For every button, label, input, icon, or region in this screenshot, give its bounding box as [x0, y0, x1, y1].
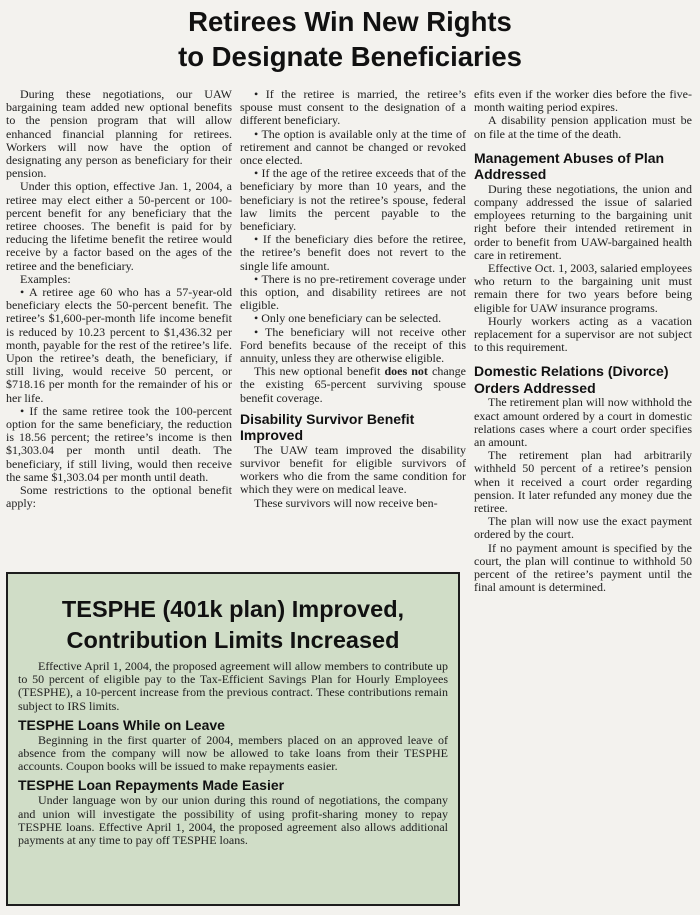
- article-headline: [0, 4, 700, 74]
- box-title-line-1: TESPHE (401k plan) Improved,: [61, 596, 405, 622]
- paragraph: [240, 365, 466, 405]
- article-column-3: [474, 88, 692, 595]
- article-column-2: [240, 88, 466, 510]
- headline-line-2: to Designate Beneficiaries: [178, 41, 522, 72]
- example-item: • A retiree age 60 who has a 57-year-old beneficiary elects the 50-percent benefit. The retiree’s $1,600-per-month life income benefit is reduced by 10.23 percent to $1,436.32 per month, payable for the rest of the retiree’s life. Upon the retiree’s death, the beneficiary, if still living, would receive 50 percent, or $718.16 per month for the remainder of his or her life.: [6, 285, 232, 405]
- restriction-item: • Only one beneficiary can be selected.: [254, 311, 442, 326]
- paragraph: Hourly workers acting as a vacation replacement for a supervisor are not subject to this requirement.: [474, 313, 692, 355]
- paragraph: Effective April 1, 2004, the proposed agreement will allow members to contribute up to 50 percent of eligible pay to the Tax-Efficient Savings Plan for Hourly Employees (TESPHE), a 10-percent increase from the previous contract. These contributions remain subject to IRS limits.: [18, 659, 448, 713]
- paragraph: efits even if the worker dies before the five-month waiting period expires.: [474, 87, 692, 115]
- paragraph: Under language won by our union during this round of negotiations, the company and union will investigate the possibility of using profit-sharing money to repay TESPHE loans. Effective April 1, 2004, the proposed agreement also allows additional payments at any time to pay off TESPHE loans.: [18, 793, 448, 848]
- text-run: change the existing 65-percent surviving spouse benefit coverage.: [240, 364, 466, 405]
- paragraph: Beginning in the first quarter of 2004, members placed on an approved leave of absence from the company will now be allowed to take loans from their TESPHE accounts. Coupon books will be issued to make repayments easier.: [18, 732, 448, 774]
- example-item: • If the same retiree took the 100-percent option for the same beneficiary, the reduction is 18.56 percent; the retiree’s income is then $1,303.04 per month until death. The beneficiary, if still living, would then receive the same $1,303.04 per month until death.: [6, 403, 232, 484]
- paragraph: Examples:: [20, 271, 71, 286]
- paragraph: Some restrictions to the optional benefit apply:: [6, 483, 232, 511]
- box-body: [18, 660, 448, 847]
- subheading-disability-survivor: Disability Survivor Benefit Improved: [240, 410, 415, 444]
- headline-line-1: Retirees Win New Rights: [188, 6, 512, 37]
- article-column-1: [6, 88, 232, 511]
- restriction-item: • If the age of the retiree exceeds that of the beneficiary by more than 10 years, and the beneficiary is not the retiree’s spouse, federal law limits the percent payable to the beneficiary.: [240, 166, 466, 234]
- subheading-tesphe-repayments: TESPHE Loan Repayments Made Easier: [18, 777, 285, 794]
- box-title-line-2: Contribution Limits Increased: [66, 627, 400, 653]
- paragraph: If no payment amount is specified by the court, the plan will continue to withhold 50 percent of the retiree’s payment until the final amount is determined.: [474, 540, 692, 595]
- text-run: This new optional benefit: [254, 364, 385, 379]
- emphasis-text: does not: [384, 364, 428, 379]
- restriction-item: • The beneficiary will not receive other Ford benefits because of the receipt of this annuity, unless they are otherwise eligible.: [240, 324, 466, 366]
- paragraph: The UAW team improved the disability survivor benefit for eligible survivors of workers who die from the same condition for which they were on medical leave.: [240, 442, 466, 497]
- restriction-item: • The option is available only at the time of retirement and cannot be changed or revoked once elected.: [240, 126, 466, 168]
- restriction-item: • There is no pre-retirement coverage under this option, and disability retirees are not eligible.: [240, 271, 466, 313]
- box-title: [8, 594, 458, 656]
- paragraph: The plan will now use the exact payment ordered by the court.: [474, 514, 692, 542]
- paragraph: The retirement plan had arbitrarily withheld 50 percent of a retiree’s pension when it received a court order regarding pension. It later refunded any money due the retiree.: [474, 448, 692, 516]
- paragraph: These survivors will now receive ben-: [254, 495, 438, 510]
- subheading-management-abuses: Management Abuses of Plan Addressed: [474, 149, 665, 183]
- paragraph: The retirement plan will now withhold the exact amount ordered by a court in domestic relations cases where a court order specifies an amount.: [474, 395, 692, 450]
- subheading-tesphe-loans: TESPHE Loans While on Leave: [18, 716, 225, 733]
- paragraph: Effective Oct. 1, 2003, salaried employees who return to the bargaining unit must remain there for two years before being eligible for UAW insurance programs.: [474, 261, 692, 315]
- paragraph: A disability pension application must be on file at the time of the death.: [474, 113, 692, 141]
- paragraph: During these negotiations, the union and company addressed the issue of salaried employees returning to the bargaining unit right before their intended retirement in order to benefit from UAW-bargained health care in retirement.: [474, 181, 692, 262]
- restriction-item: • If the beneficiary dies before the retiree, the retiree’s benefit does not revert to the single life amount.: [240, 232, 466, 273]
- restriction-item: • If the retiree is married, the retiree’s spouse must consent to the designation of a different beneficiary.: [240, 87, 466, 128]
- paragraph: During these negotiations, our UAW bargaining team added new optional benefits to the pension program that will allow enhanced financial planning for retirees. Workers will now have the option of designating any person as beneficiary for their pension.: [6, 87, 232, 181]
- subheading-domestic-relations: Domestic Relations (Divorce) Orders Addressed: [474, 363, 669, 396]
- tesphe-sidebar-box: [6, 572, 460, 906]
- paragraph: Under this option, effective Jan. 1, 2004, a retiree may elect either a 50-percent or 100-percent benefit for any beneficiary that the retiree chooses. The benefit is paid for by reducing the lifetime benefit the retiree would receive by a factor based on the ages of the retiree and the beneficiary.: [6, 179, 232, 273]
